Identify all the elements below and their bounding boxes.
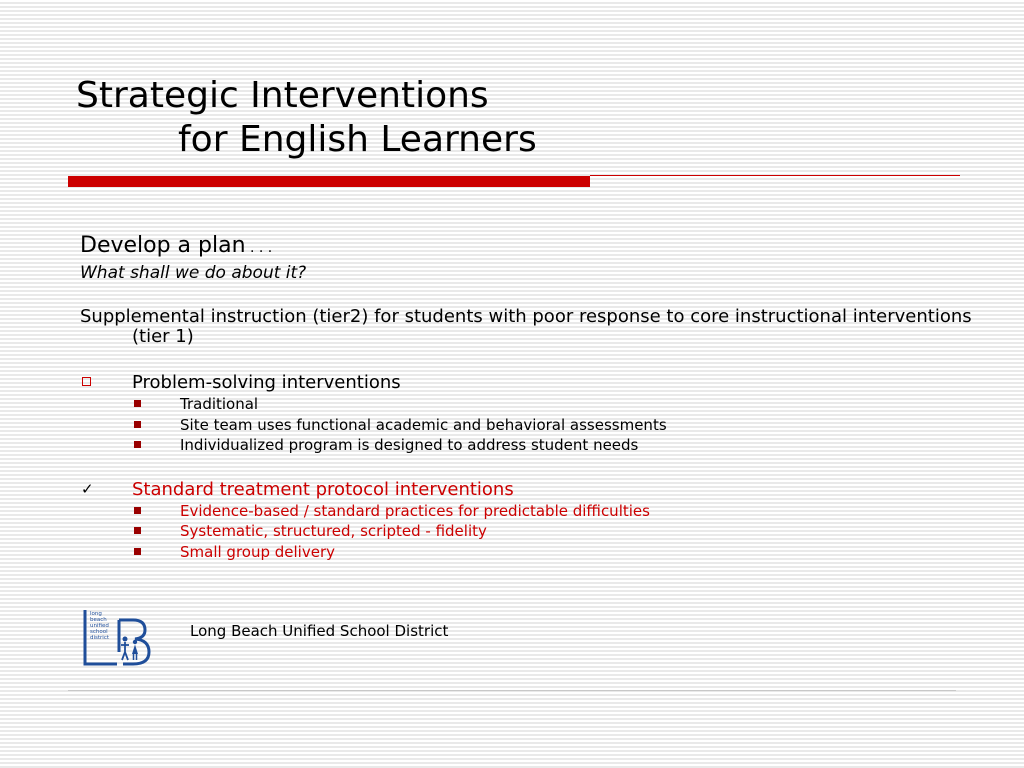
list-item xyxy=(80,501,980,522)
logo-text-line: long xyxy=(90,611,102,617)
problem-solving-label: Problem-solving interventions xyxy=(132,372,401,393)
plan-heading xyxy=(80,232,980,262)
checkmark-bullet-icon xyxy=(80,479,96,501)
list-item-text: Site team uses functional academic and behavioral assessments xyxy=(180,415,667,434)
problem-solving-sublist xyxy=(132,394,980,456)
problem-solving-bullet xyxy=(80,372,980,456)
list-item-text: Systematic, structured, scripted - fidelity xyxy=(180,522,487,540)
square-bullet-icon xyxy=(134,548,141,555)
hollow-square-bullet-icon xyxy=(80,372,96,394)
problem-solving-group xyxy=(80,372,980,456)
title-underline-thick xyxy=(68,176,590,187)
district-name: Long Beach Unified School District xyxy=(190,622,449,640)
square-bullet-icon xyxy=(134,527,141,534)
square-bullet-icon xyxy=(134,400,141,407)
square-bullet-icon xyxy=(134,421,141,428)
title-underline-thin xyxy=(590,175,960,176)
square-bullet-icon xyxy=(134,441,141,448)
standard-treatment-sublist xyxy=(132,501,980,563)
list-item-text: Traditional xyxy=(180,395,259,413)
plan-heading-ellipsis: . . . xyxy=(245,240,273,256)
slide-body xyxy=(80,232,980,562)
list-item-text: Evidence-based / standard practices for predictable difficulties xyxy=(180,501,650,520)
plan-question: What shall we do about it? xyxy=(80,263,307,283)
list-item xyxy=(80,394,980,415)
list-item-text: Small group delivery xyxy=(180,542,335,561)
standard-treatment-bullet xyxy=(80,479,980,563)
logo-text-line: unified xyxy=(90,623,109,629)
logo-text-line: district xyxy=(90,635,110,641)
title-line-1: Strategic Interventions xyxy=(76,75,489,116)
title-line-2: for English Learners xyxy=(178,119,537,160)
standard-treatment-label: Standard treatment protocol interventions xyxy=(132,478,514,500)
footer-divider xyxy=(68,690,956,691)
standard-treatment-group xyxy=(80,479,980,563)
list-item xyxy=(80,415,980,436)
lbusd-logo xyxy=(83,608,153,668)
list-item xyxy=(80,542,980,563)
logo-text-line: beach xyxy=(90,617,107,623)
checkmark-icon: ✓ xyxy=(81,479,94,498)
square-bullet-icon xyxy=(134,507,141,514)
supplemental-instruction-text: Supplemental instruction (tier2) for students with poor response to core instructional interventions (tier 1) xyxy=(80,306,972,347)
plan-heading-text: Develop a plan xyxy=(80,233,246,258)
list-item-text: Individualized program is designed to address student needs xyxy=(180,436,639,454)
slide-title xyxy=(76,74,537,162)
logo-text-line: school xyxy=(90,629,108,635)
list-item xyxy=(80,435,980,456)
list-item xyxy=(80,521,980,542)
